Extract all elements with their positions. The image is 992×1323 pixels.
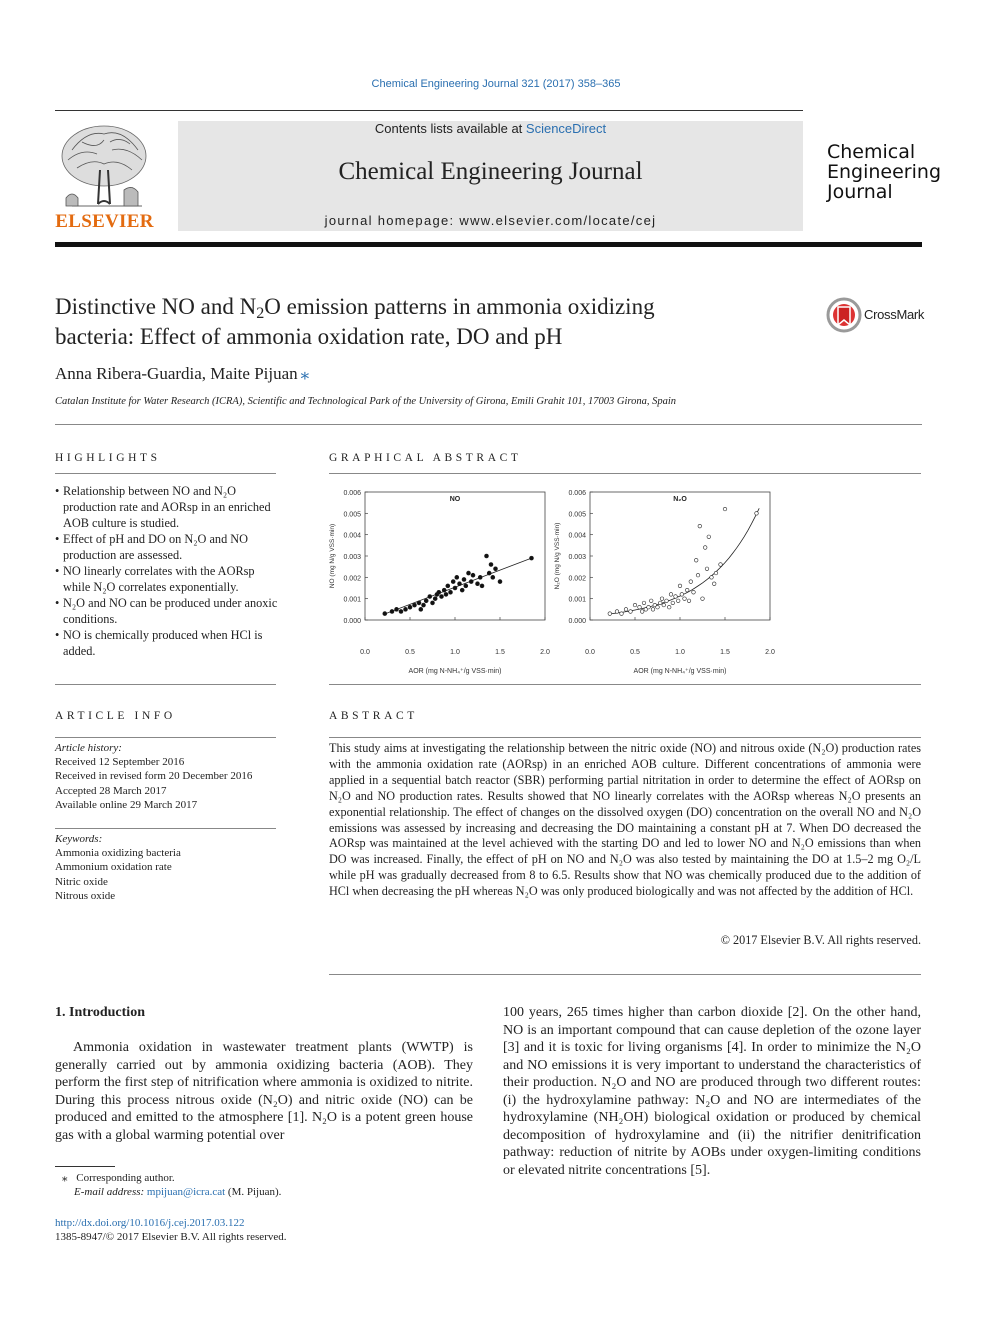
footnote-corresponding-text: Corresponding author. xyxy=(76,1172,175,1184)
header-thick-rule xyxy=(55,242,922,247)
x-tick-label: 2.0 xyxy=(540,649,550,656)
data-point xyxy=(453,586,457,590)
affiliation: Catalan Institute for Water Research (ICRA), Scientific and Technological Park of the University of Girona, Emili Grahit 101, 17003 Girona, Spain xyxy=(55,396,676,407)
highlights-heading: HIGHLIGHTS xyxy=(55,452,161,464)
intro-paragraph-right: 100 years, 265 times higher than carbon dioxide [2]. On the other hand, NO is an important compound that can cause depletion of the ozone layer [3] and it is toxic for living organisms [4]. In order to minimize the N₂O and NO emissions it is very important to understand the characteristics of their production. N₂O and NO are produced through two different routes: (i) the hydroxylamine pathway: N₂O and NO are intermediates of the hydroxylamine (NH₂OH) biological oxidation or produced by chemical decomposition of hydroxylamine and (ii) the nitrifier denitrification pathway: reduction of nitrite by AOBs under oxygen-limiting conditions or elevated nitrite concentrations [5]. xyxy=(503,1005,921,1178)
section-heading-introduction: 1. Introduction xyxy=(55,1005,145,1020)
top-rule xyxy=(55,110,803,111)
footnote-corresponding xyxy=(62,1171,175,1184)
data-point xyxy=(640,610,644,614)
data-point xyxy=(413,603,417,607)
data-point xyxy=(480,584,484,588)
contents-available-line xyxy=(178,121,803,136)
data-point xyxy=(620,612,624,616)
journal-homepage xyxy=(178,213,803,228)
title-subscript: 2 xyxy=(256,305,265,323)
data-point xyxy=(408,605,412,609)
history-item: Available online 29 March 2017 xyxy=(55,798,198,811)
data-point xyxy=(656,605,660,609)
y-tick-label: 0.002 xyxy=(568,575,586,583)
y-tick-label: 0.006 xyxy=(343,490,361,497)
author-names[interactable]: Anna Ribera-Guardia, Maite Pijuan xyxy=(55,364,298,383)
divider xyxy=(55,828,276,829)
data-point xyxy=(489,563,493,567)
data-point xyxy=(455,575,459,579)
data-point xyxy=(642,601,646,605)
data-point xyxy=(433,597,437,601)
history-label: Article history: xyxy=(55,742,122,754)
x-tick-label: 1.0 xyxy=(450,649,460,656)
tree-icon xyxy=(52,120,157,212)
data-point xyxy=(647,605,651,609)
x-tick-label: 1.0 xyxy=(675,649,685,656)
intro-paragraph-left: Ammonia oxidation in wastewater treatment plants (WWTP) is generally carried out by ammonia oxidizing bacteria (AOB). They perform the first step of nitrification where ammonia is oxidized to nitrite. During this process nitrous oxide (N₂O) and nitric oxide (NO) can be produced and emitted to the atmosphere [1]. N₂O is a potent green house gas with a global warming potential over xyxy=(55,1040,473,1143)
data-point xyxy=(683,597,687,601)
y-tick-label: 0.002 xyxy=(343,575,361,583)
data-point xyxy=(494,567,498,571)
highlight-item: • N₂O and NO can be produced under anoxic conditions. xyxy=(55,595,279,627)
y-tick-label: 0.000 xyxy=(343,618,361,625)
data-point xyxy=(440,595,444,599)
keyword: Nitric oxide xyxy=(55,875,108,888)
history-item: Received in revised form 20 December 2016 xyxy=(55,770,253,783)
data-point xyxy=(638,605,642,609)
history-item: Accepted 28 March 2017 xyxy=(55,784,167,797)
data-point xyxy=(669,593,673,597)
highlight-item: • Relationship between NO and N₂O production rate and AORsp in an enriched AOB culture is studied. xyxy=(55,483,279,531)
data-point xyxy=(419,607,423,611)
x-axis-label: AOR (mg N-NH₄⁺/g VSS·min) xyxy=(408,668,502,675)
email-link[interactable]: mpijuan@icra.cat xyxy=(146,1186,226,1198)
y-tick-label: 0.001 xyxy=(343,596,361,604)
data-point xyxy=(667,605,671,609)
data-point xyxy=(404,607,408,611)
x-axis-label: AOR (mg N-NH₄⁺/g VSS·min) xyxy=(633,668,727,675)
data-point xyxy=(399,609,403,613)
data-point xyxy=(703,546,707,550)
footnote-mark: ⁎ xyxy=(62,1172,68,1184)
crossmark-label: CrossMark xyxy=(864,307,925,322)
data-point xyxy=(624,608,628,612)
footnote-rule xyxy=(55,1166,115,1167)
article-history xyxy=(55,741,280,812)
title-line-2: bacteria: Effect of ammonia oxidation rate, DO and pH xyxy=(55,324,563,349)
y-axis-label: N₂O (mg N/g VSS·min) xyxy=(554,522,561,590)
data-point xyxy=(694,558,698,562)
cover-line-3: Journal xyxy=(827,181,893,203)
divider xyxy=(329,684,921,685)
abstract-text: This study aims at investigating the relationship between the nitric oxide (NO) and nitrous oxide (N₂O) production rates with the ammonia oxidation rate (AORsp) in an enriched AOB culture. Different concentrations of ammonia were applied in a sequential batch reactor (SBR) performing partial nitritation in order to determine the effect of AORsp on N₂O and NO production rates. Results showed that NO linearly correlates with the AORsp whereas N₂O presents an exponential relationship. The effect of changes on the dissolved oxygen (DO) concentration on the overall NO and N₂O emissions was assessed by increasing and decreasing the DO maintaining a constant pH at 7. When DO decreased the AORsp was maintained at the level achieved with the starting DO and led to lower NO and N₂O emissions than when DO was increased. Finally, the effect of pH on NO and N₂O was also tested by maintaining the DO at 1.5–2 mg O₂/L while pH was gradually decreased from 8 to 6.5. Results show that NO was chemically produced due to the addition of HCl when decreasing the pH whereas N₂O was only produced biologically and was not affected by the addition of HCl. xyxy=(329,741,921,899)
title-part-1: Distinctive NO and N xyxy=(55,294,257,319)
data-point xyxy=(696,573,700,577)
data-point xyxy=(424,599,428,603)
data-point xyxy=(698,524,702,528)
plot-frame xyxy=(365,492,545,620)
y-tick-label: 0.001 xyxy=(568,596,586,604)
journal-citation[interactable]: Chemical Engineering Journal 321 (2017) 358–365 xyxy=(371,78,621,90)
data-point xyxy=(446,584,450,588)
data-point xyxy=(431,601,435,605)
abstract-copyright: © 2017 Elsevier B.V. All rights reserved. xyxy=(720,933,921,947)
data-point xyxy=(755,512,759,516)
article-title xyxy=(55,292,795,352)
data-point xyxy=(444,592,448,596)
data-point xyxy=(658,601,662,605)
y-tick-label: 0.005 xyxy=(568,511,586,519)
chart-title: NO xyxy=(449,496,461,503)
data-point xyxy=(692,590,696,594)
cover-line-1: Chemical xyxy=(827,141,916,163)
fit-line xyxy=(383,558,532,615)
email-suffix: (M. Pijuan). xyxy=(225,1186,282,1198)
article-info-heading: ARTICLE INFO xyxy=(55,710,176,722)
data-point xyxy=(449,590,453,594)
data-point xyxy=(723,507,727,511)
divider xyxy=(55,424,922,425)
data-point xyxy=(460,588,464,592)
x-tick-label: 0.5 xyxy=(630,649,640,656)
contents-prefix: Contents lists available at xyxy=(374,121,526,136)
y-tick-label: 0.000 xyxy=(568,618,586,625)
x-tick-label: 0.0 xyxy=(585,649,595,656)
sciencedirect-link[interactable]: ScienceDirect xyxy=(525,121,607,136)
authors xyxy=(55,364,309,384)
data-point xyxy=(471,573,475,577)
highlights-list xyxy=(55,483,279,659)
data-point xyxy=(689,580,693,584)
keywords-label: Keywords: xyxy=(55,833,103,845)
crossmark-badge[interactable] xyxy=(826,297,926,333)
data-point xyxy=(464,584,468,588)
y-tick-label: 0.004 xyxy=(568,532,586,540)
data-point xyxy=(676,599,680,603)
data-point xyxy=(451,580,455,584)
divider xyxy=(55,473,276,474)
homepage-prefix: journal homepage: xyxy=(324,213,460,228)
data-point xyxy=(395,607,399,611)
data-point xyxy=(442,588,446,592)
cover-line-2: Engineering xyxy=(827,161,941,183)
divider xyxy=(329,473,921,474)
keyword: Ammonia oxidizing bacteria xyxy=(55,847,181,860)
data-point xyxy=(390,609,394,613)
homepage-url[interactable]: www.elsevier.com/locate/cej xyxy=(459,213,657,228)
corresponding-author-mark[interactable]: ⁎ xyxy=(300,364,310,383)
y-tick-label: 0.006 xyxy=(568,490,586,497)
data-point xyxy=(660,597,664,601)
data-point xyxy=(498,580,502,584)
data-point xyxy=(678,584,682,588)
data-point xyxy=(712,582,716,586)
abstract-heading: ABSTRACT xyxy=(329,710,418,722)
data-point xyxy=(491,575,495,579)
data-point xyxy=(629,610,633,614)
data-point xyxy=(719,563,723,567)
highlight-item: • Effect of pH and DO on N₂O and NO production are assessed. xyxy=(55,531,279,563)
x-tick-label: 2.0 xyxy=(765,649,775,656)
data-point xyxy=(671,601,675,605)
data-point xyxy=(665,599,669,603)
x-tick-label: 1.5 xyxy=(495,649,505,656)
publisher-wordmark: ELSEVIER xyxy=(55,211,154,232)
data-point xyxy=(685,588,689,592)
keyword: Nitrous oxide xyxy=(55,889,116,902)
doi-link[interactable]: http://dx.doi.org/10.1016/j.cej.2017.03.122 xyxy=(55,1217,245,1229)
data-point xyxy=(615,610,619,614)
graphical-abstract-heading: GRAPHICAL ABSTRACT xyxy=(329,452,522,464)
keywords xyxy=(55,832,280,903)
issn-line: 1385-8947/© 2017 Elsevier B.V. All rights reserved. xyxy=(55,1231,287,1243)
email-label: E-mail address: xyxy=(74,1186,147,1198)
chart-title: N₂O xyxy=(673,496,687,503)
data-point xyxy=(476,582,480,586)
data-point xyxy=(458,582,462,586)
data-point xyxy=(608,612,612,616)
title-part-2: O emission patterns in ammonia oxidizing xyxy=(264,294,655,319)
divider xyxy=(329,737,921,738)
footnote-email xyxy=(74,1186,281,1198)
data-point xyxy=(422,603,426,607)
data-point xyxy=(662,603,666,607)
data-point xyxy=(530,556,534,560)
data-point xyxy=(383,612,387,616)
y-tick-label: 0.005 xyxy=(343,511,361,519)
divider xyxy=(55,684,276,685)
y-tick-label: 0.004 xyxy=(343,532,361,540)
data-point xyxy=(417,601,421,605)
data-point xyxy=(485,554,489,558)
x-tick-label: 0.0 xyxy=(360,649,370,656)
y-tick-label: 0.003 xyxy=(343,554,361,561)
data-point xyxy=(701,597,705,601)
divider xyxy=(329,974,921,975)
journal-title: Chemical Engineering Journal xyxy=(338,158,643,185)
data-point xyxy=(680,593,684,597)
data-point xyxy=(710,576,714,580)
x-tick-label: 0.5 xyxy=(405,649,415,656)
data-point xyxy=(469,580,473,584)
journal-cover-title[interactable] xyxy=(827,142,941,202)
data-point xyxy=(649,599,653,603)
data-point xyxy=(707,535,711,539)
data-point xyxy=(437,590,441,594)
data-point xyxy=(478,575,482,579)
x-tick-label: 1.5 xyxy=(720,649,730,656)
crossmark-icon xyxy=(826,297,862,333)
highlight-item: • NO is chemically produced when HCl is added. xyxy=(55,627,279,659)
highlight-item: • NO linearly correlates with the AORsp while N₂O correlates exponentially. xyxy=(55,563,279,595)
keyword: Ammonium oxidation rate xyxy=(55,861,172,874)
data-point xyxy=(487,571,491,575)
data-point xyxy=(674,595,678,599)
data-point xyxy=(687,599,691,603)
y-axis-label: NO (mg N/g VSS·min) xyxy=(329,523,336,589)
data-point xyxy=(467,571,471,575)
data-point xyxy=(705,567,709,571)
data-point xyxy=(651,608,655,612)
data-point xyxy=(428,595,432,599)
graphical-abstract-charts xyxy=(320,478,800,682)
history-item: Received 12 September 2016 xyxy=(55,756,185,769)
data-point xyxy=(462,577,466,581)
data-point xyxy=(633,603,637,607)
y-tick-label: 0.003 xyxy=(568,554,586,561)
divider xyxy=(55,737,276,738)
data-point xyxy=(714,571,718,575)
